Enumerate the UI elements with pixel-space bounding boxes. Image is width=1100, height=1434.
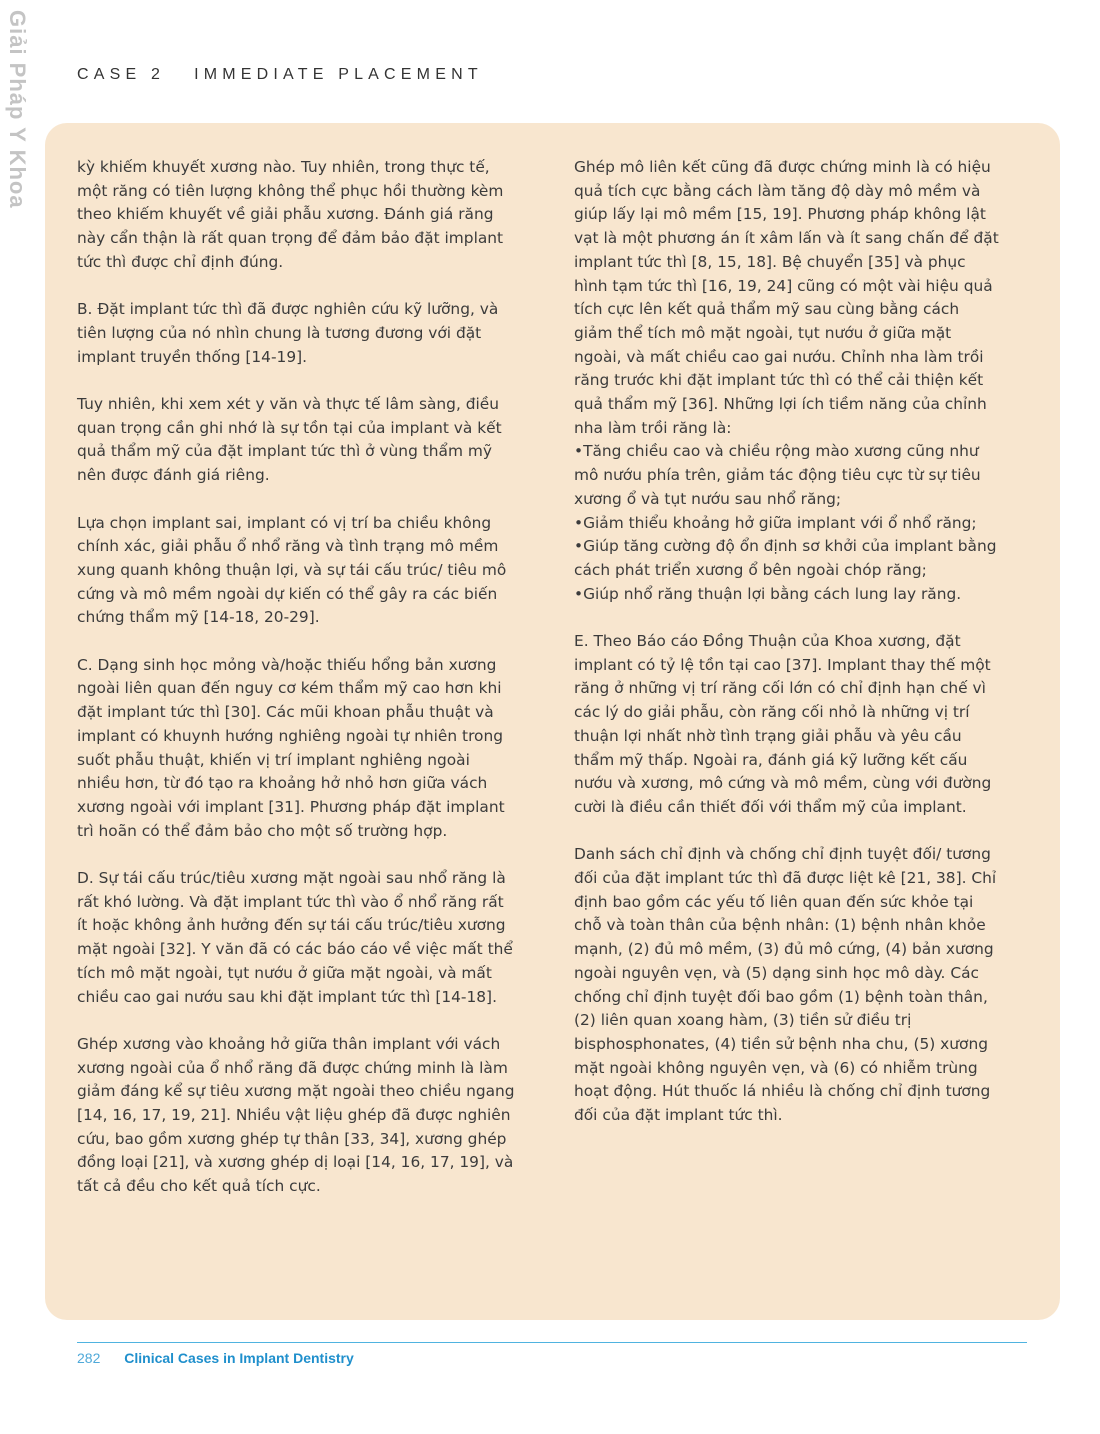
benefits-list	[574, 440, 1002, 606]
paragraph: kỳ khiếm khuyết xương nào. Tuy nhiên, trong thực tế, một răng có tiên lượng không thể phục hồi thường kèm theo khiếm khuyết về giải phẫu xương. Đánh giá răng này cẩn thận là rất quan trọng để đảm bảo đặt implant tức thì được chỉ định đúng.	[77, 158, 504, 271]
list-item: • Giảm thiểu khoảng hở giữa implant với ổ nhổ răng;	[574, 512, 1002, 536]
paragraph: E. Theo Báo cáo Đồng Thuận của Khoa xương, đặt implant có tỷ lệ tồn tại cao [37]. Implant thay thế một răng ở những vị trí răng cối lớn có chỉ định hạn chế vì các lý do giải phẫu, còn răng cối nhỏ là những vị trí thuận lợi nhất nhờ tình trạng giải phẫu và yêu cầu thẩm mỹ thấp. Ngoài ra, đánh giá kỹ lưỡng kết cấu nướu và xương, mô cứng và mô mềm, cùng với đường cười là điều cần thiết đối với thẩm mỹ của implant.	[574, 632, 992, 816]
right-column	[574, 156, 1002, 1151]
chapter-title: IMMEDIATE PLACEMENT	[194, 66, 483, 83]
paragraph: Tuy nhiên, khi xem xét y văn và thực tế lâm sàng, điều quan trọng cần ghi nhớ là sự tồn tại của implant và kết quả thẩm mỹ của đặt implant tức thì ở vùng thẩm mỹ nên được đánh giá riêng.	[77, 395, 502, 485]
paragraph: Lựa chọn implant sai, implant có vị trí ba chiều không chính xác, giải phẫu ổ nhổ răng và tình trạng mô mềm xung quanh không thuận lợi, và sự tái cấu trúc/ tiêu mô cứng và mô mềm ngoài dự kiến có thể gây ra các biến chứng thẩm mỹ [14-18, 20-29].	[77, 513, 507, 627]
left-column	[77, 156, 517, 1223]
paragraph: Ghép xương vào khoảng hở giữa thân implant với vách xương ngoài của ổ nhổ răng đã được chứng minh là làm giảm đáng kể sự tiêu xương mặt ngoài theo chiều ngang [14, 16, 17, 19, 21]. Nhiều vật liệu ghép đã được nghiên cứu, bao gồm xương ghép tự thân [33, 34], xương ghép đồng loại [21], và xương ghép dị loại [14, 16, 17, 19], và tất cả đều cho kết quả tích cực.	[77, 1034, 515, 1196]
footer-divider	[77, 1342, 1027, 1343]
list-item: • Giúp tăng cường độ ổn định sơ khởi của implant bằng cách phát triển xương ổ bên ngoài chóp răng;	[574, 535, 1002, 582]
paragraph: D. Sự tái cấu trúc/tiêu xương mặt ngoài sau nhổ răng là rất khó lường. Và đặt implant tức thì vào ổ nhổ răng rất ít hoặc không ảnh hưởng đến sự tái cấu trúc/tiêu xương mặt ngoài [32]. Y văn đã có các báo cáo về việc mất thể tích mô mặt ngoài, tụt nướu ở giữa mặt ngoài, và mất chiều cao gai nướu sau khi đặt implant tức thì [14-18].	[77, 869, 513, 1006]
watermark-text: Giải Pháp Y Khoa	[5, 10, 30, 209]
paragraph: Danh sách chỉ định và chống chỉ định tuyệt đối/ tương đối của đặt implant tức thì đã được liệt kê [21, 38]. Chỉ định bao gồm các yếu tố liên quan đến sức khỏe tại chỗ và toàn thân của bệnh nhân: (1) bệnh nhân khỏe mạnh, (2) đủ mô mềm, (3) đủ mô cứng, (4) bản xương ngoài nguyên vẹn, và (5) dạng sinh học mô dày. Các chống chỉ định tuyệt đối bao gồm (1) bệnh toàn thân, (2) liên quan xoang hàm, (3) tiền sử điều trị bisphosphonates, (4) tiền sử bệnh nha chu, (5) xương mặt ngoài không nguyên vẹn, và (6) có nhiễm trùng hoạt động. Hút thuốc lá nhiều là chống chỉ định tương đối của đặt implant tức thì.	[574, 845, 997, 1125]
book-title: Clinical Cases in Implant Dentistry	[124, 1350, 354, 1366]
paragraph: B. Đặt implant tức thì đã được nghiên cứu kỹ lưỡng, và tiên lượng của nó nhìn chung là tương đương với đặt implant truyền thống [14-19].	[77, 300, 499, 366]
page-number: 282	[77, 1350, 101, 1366]
list-item: • Tăng chiều cao và chiều rộng mào xương cũng như mô nướu phía trên, giảm tác động tiêu cực từ sự tiêu xương ổ và tụt nướu sau nhổ răng;	[574, 440, 1002, 511]
page-footer	[77, 1350, 354, 1366]
list-item: • Giúp nhổ răng thuận lợi bằng cách lung lay răng.	[574, 583, 1002, 607]
case-label: CASE 2	[77, 66, 166, 83]
paragraph: C. Dạng sinh học mỏng và/hoặc thiếu hổng bản xương ngoài liên quan đến nguy cơ kém thẩm mỹ cao hơn khi đặt implant tức thì [30]. Các mũi khoan phẫu thuật và implant có khuynh hướng nghiêng ngoài tự nhiên trong suốt phẫu thuật, khiến vị trí implant nghiêng ngoài nhiều hơn, từ đó tạo ra khoảng hở nhỏ hơn giữa vách xương ngoài với implant [31]. Phương pháp đặt implant trì hoãn có thể đảm bảo cho một số trường hợp.	[77, 655, 505, 840]
paragraph: Ghép mô liên kết cũng đã được chứng minh là có hiệu quả tích cực bằng cách làm tăng độ dày mô mềm và giúp lấy lại mô mềm [15, 19]. Phương pháp không lật vạt là một phương án ít xâm lấn và ít sang chấn để đặt implant tức thì [8, 15, 18]. Bệ chuyển [35] và phục hình tạm tức thì [16, 19, 24] cũng có một vài hiệu quả tích cực lên kết quả thẩm mỹ sau cùng bằng cách giảm thể tích mô mặt ngoài, tụt nướu ở giữa mặt ngoài, và mất chiều cao gai nướu. Chỉnh nha làm trồi răng trước khi đặt implant tức thì có thể cải thiện kết quả thẩm mỹ [36]. Những lợi ích tiềm năng của chỉnh nha làm trồi răng là:	[574, 158, 999, 437]
running-header	[77, 66, 483, 84]
